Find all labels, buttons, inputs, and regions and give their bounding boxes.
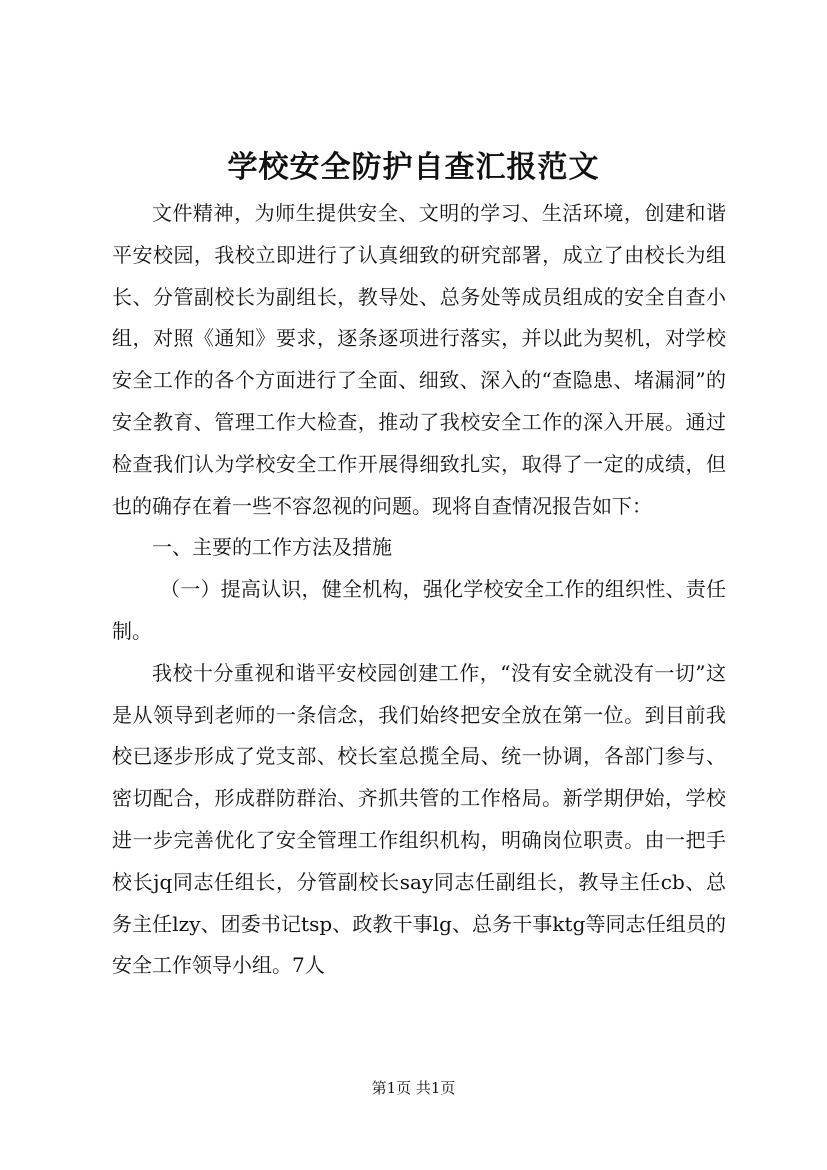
paragraph-organization-detail: 我校十分重视和谐平安校园创建工作，“没有安全就没有一切”这是从领导到老师的一条信念，我们始终把安全放在第一位。到目前我校已逐步形成了党支部、校长室总揽全局、统一协调，各部门参与、密切配合，形成群防群治、齐抓共管的工作格局。新学期伊始，学校进一步完善优化了安全管理工作组织机构，明确岗位职责。由一把手校长jq同志任组长，分管副校长say同志任副组长，教导主任cb、总务主任lzy、团委书记tsp、政教干事lg、总务干事ktg等同志任组员的安全工作领导小组。7人 [112,660,726,978]
document-body [112,193,726,987]
document-title: 学校安全防护自查汇报范文 [227,150,600,185]
section-heading-main-methods: 一、主要的工作方法及措施 [152,535,392,560]
subsection-heading-organization: （一）提高认识，健全机构，强化学校安全工作的组织性、责任制。 [112,577,726,643]
paragraph-intro: 文件精神，为师生提供安全、文明的学习、生活环境，创建和谐平安校园，我校立即进行了认真细致的研究部署，成立了由校长为组长、分管副校长为副组长，教导处、总务处等成员组成的安全自查小组，对照《通知》要求，逐条逐项进行落实，并以此为契机，对学校安全工作的各个方面进行了全面、细致、深入的“查隐患、堵漏洞”的安全教育、管理工作大检查，推动了我校安全工作的深入开展。通过检查我们认为学校安全工作开展得细致扎实，取得了一定的成绩，但也的确存在着一些不容忽视的问题。现将自查情况报告如下： [112,201,726,518]
page-number-footer: 第1页 共1页 [371,1079,456,1097]
